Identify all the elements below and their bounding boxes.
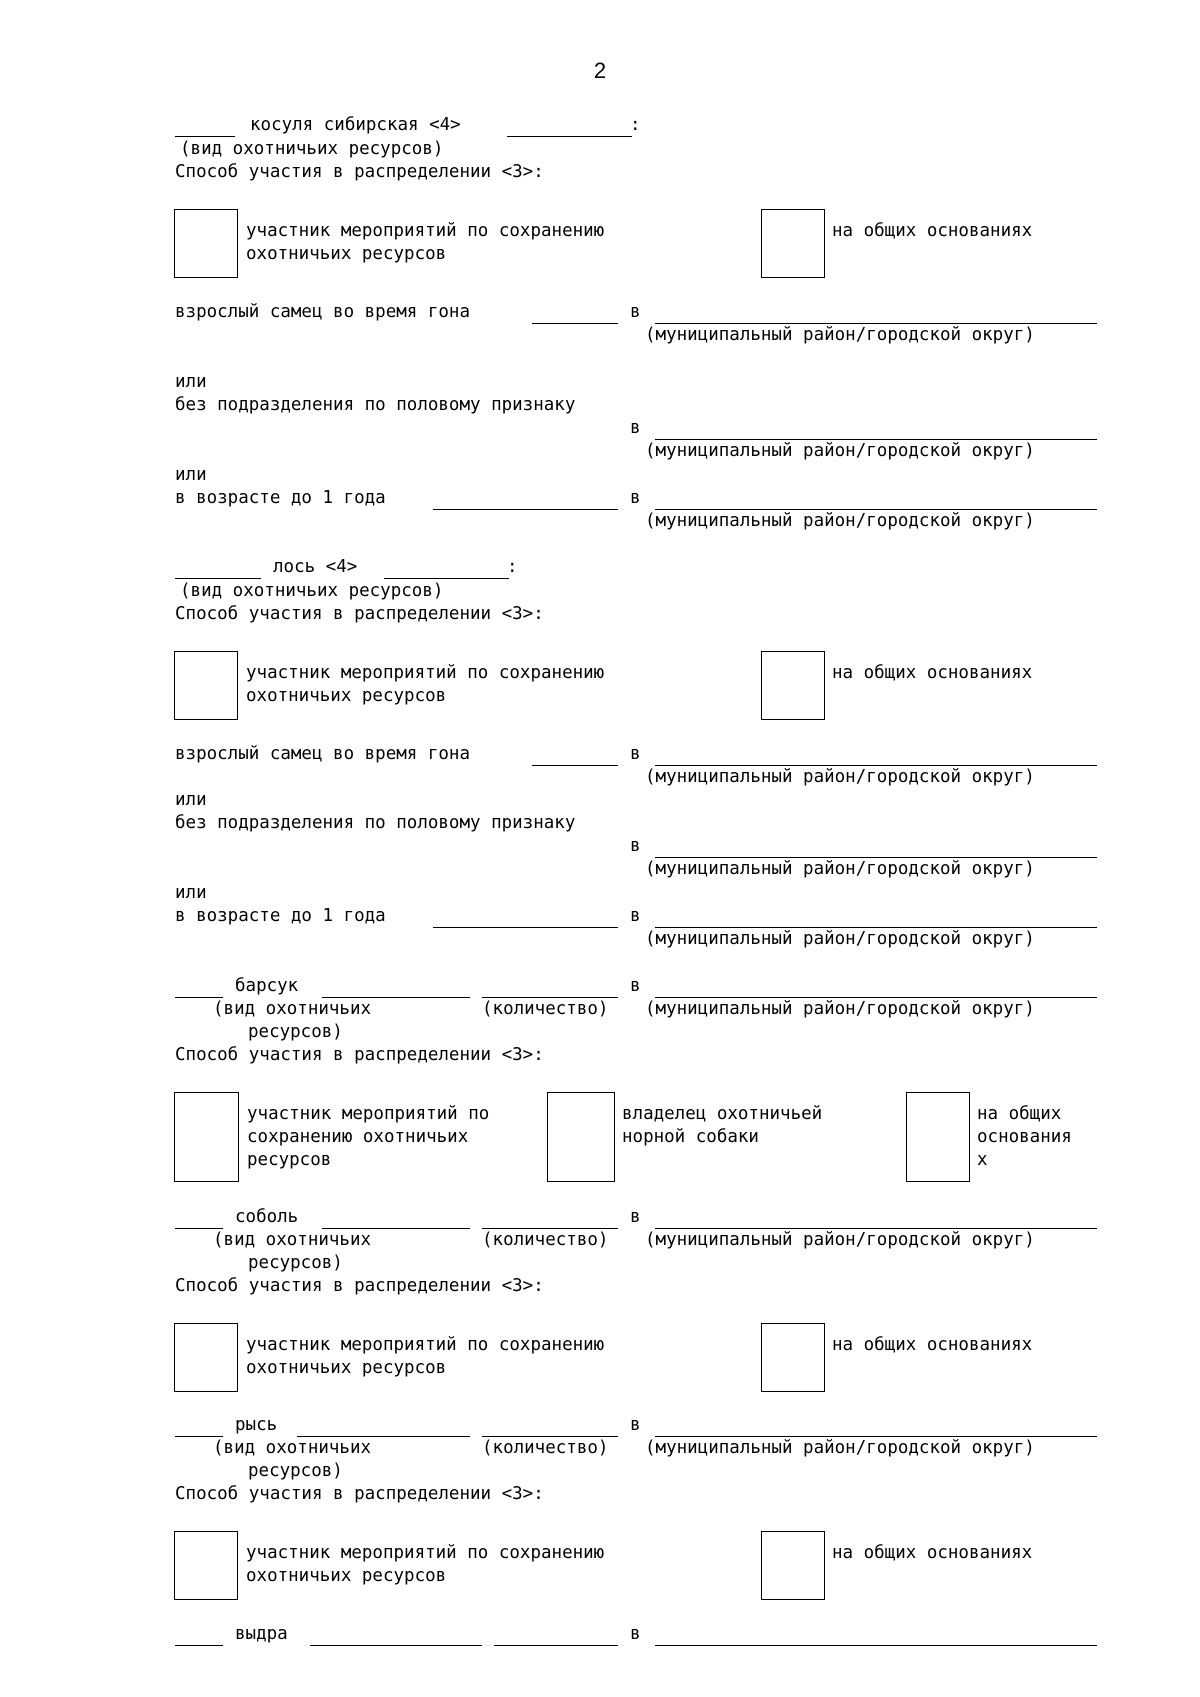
caption-municipal: (муниципальный район/городской округ): [645, 999, 1035, 1019]
option-member: участник мероприятий по сохранению: [246, 1543, 605, 1563]
checkbox-member[interactable]: [174, 1092, 239, 1182]
option-member: участник мероприятий по: [247, 1104, 490, 1124]
option-member: сохранению охотничьих: [247, 1127, 469, 1147]
caption-municipal: (муниципальный район/городской округ): [645, 325, 1035, 345]
option-member: участник мероприятий по сохранению: [246, 663, 605, 683]
blank-line[interactable]: [384, 578, 509, 579]
caption-quantity: (количество): [482, 999, 609, 1019]
method-heading: Способ участия в распределении <3>:: [175, 162, 544, 182]
option-general: на общих основаниях: [832, 221, 1033, 241]
checkbox-general[interactable]: [761, 651, 825, 720]
option-member: участник мероприятий по сохранению: [246, 221, 605, 241]
label-v: в: [630, 906, 641, 926]
label-no-sex: без подразделения по половому признаку: [175, 813, 576, 833]
option-member: охотничьих ресурсов: [246, 1566, 447, 1586]
species-vydra: выдра: [235, 1624, 288, 1644]
label-young: в возрасте до 1 года: [175, 488, 386, 508]
checkbox-general[interactable]: [761, 1531, 825, 1600]
option-dog-owner: владелец охотничьей: [622, 1104, 823, 1124]
caption-vid: ресурсов): [248, 1253, 343, 1273]
caption-vid: (вид охотничьих ресурсов): [180, 581, 444, 601]
blank-line[interactable]: [433, 927, 618, 928]
caption-municipal: (муниципальный район/городской округ): [645, 767, 1035, 787]
caption-municipal: (муниципальный район/городской округ): [645, 929, 1035, 949]
label-or: или: [175, 465, 207, 485]
species-kosulya: косуля сибирская <4>: [250, 115, 461, 135]
checkbox-member[interactable]: [174, 209, 238, 278]
label-v: в: [630, 302, 641, 322]
colon: :: [507, 557, 518, 577]
label-v: в: [630, 976, 641, 996]
label-no-sex: без подразделения по половому признаку: [175, 395, 576, 415]
label-adult-male: взрослый самец во время гона: [175, 744, 471, 764]
caption-vid: (вид охотничьих: [213, 1438, 372, 1458]
blank-line[interactable]: [175, 1645, 223, 1646]
species-rys: рысь: [235, 1415, 278, 1435]
checkbox-general[interactable]: [761, 1323, 825, 1392]
caption-vid: (вид охотничьих: [213, 999, 372, 1019]
blank-line[interactable]: [433, 509, 618, 510]
option-general: х: [977, 1150, 988, 1170]
checkbox-general[interactable]: [906, 1092, 970, 1182]
page-number: 2: [593, 58, 607, 83]
option-general: на общих: [977, 1104, 1062, 1124]
option-general: основания: [977, 1127, 1072, 1147]
caption-municipal: (муниципальный район/городской округ): [645, 1230, 1035, 1250]
method-heading: Способ участия в распределении <3>:: [175, 1045, 544, 1065]
blank-line[interactable]: [655, 1645, 1097, 1646]
caption-municipal: (муниципальный район/городской округ): [645, 1438, 1035, 1458]
colon: :: [630, 115, 641, 135]
species-los: лось <4>: [273, 557, 358, 577]
label-young: в возрасте до 1 года: [175, 906, 386, 926]
label-v: в: [630, 418, 641, 438]
label-v: в: [630, 836, 641, 856]
checkbox-general[interactable]: [761, 209, 825, 278]
blank-line[interactable]: [310, 1645, 482, 1646]
label-or: или: [175, 372, 207, 392]
species-barsuk: барсук: [235, 976, 299, 996]
method-heading: Способ участия в распределении <3>:: [175, 1276, 544, 1296]
checkbox-dog-owner[interactable]: [547, 1092, 615, 1182]
option-general: на общих основаниях: [832, 663, 1033, 683]
caption-municipal: (муниципальный район/городской округ): [645, 441, 1035, 461]
blank-line[interactable]: [494, 1645, 618, 1646]
blank-line[interactable]: [507, 136, 632, 137]
label-v: в: [630, 744, 641, 764]
caption-vid: (вид охотничьих: [213, 1230, 372, 1250]
caption-vid: ресурсов): [248, 1022, 343, 1042]
label-v: в: [630, 1207, 641, 1227]
checkbox-member[interactable]: [174, 651, 238, 720]
method-heading: Способ участия в распределении <3>:: [175, 1484, 544, 1504]
label-adult-male: взрослый самец во время гона: [175, 302, 471, 322]
blank-line[interactable]: [175, 136, 235, 137]
method-heading: Способ участия в распределении <3>:: [175, 604, 544, 624]
blank-line[interactable]: [532, 323, 618, 324]
caption-quantity: (количество): [482, 1438, 609, 1458]
label-v: в: [630, 1624, 641, 1644]
label-or: или: [175, 790, 207, 810]
caption-vid: ресурсов): [248, 1461, 343, 1481]
option-member: охотничьих ресурсов: [246, 244, 447, 264]
label-v: в: [630, 1415, 641, 1435]
option-general: на общих основаниях: [832, 1543, 1033, 1563]
checkbox-member[interactable]: [174, 1531, 238, 1600]
label-v: в: [630, 488, 641, 508]
label-or: или: [175, 883, 207, 903]
caption-quantity: (количество): [482, 1230, 609, 1250]
option-member: охотничьих ресурсов: [246, 1358, 447, 1378]
blank-line[interactable]: [175, 578, 261, 579]
caption-municipal: (муниципальный район/городской округ): [645, 511, 1035, 531]
blank-line[interactable]: [532, 765, 618, 766]
option-dog-owner: норной собаки: [622, 1127, 759, 1147]
caption-vid: (вид охотничьих ресурсов): [180, 139, 444, 159]
option-member: участник мероприятий по сохранению: [246, 1335, 605, 1355]
option-member: ресурсов: [247, 1150, 332, 1170]
checkbox-member[interactable]: [174, 1323, 238, 1392]
species-sobol: соболь: [235, 1207, 299, 1227]
caption-municipal: (муниципальный район/городской округ): [645, 859, 1035, 879]
option-member: охотничьих ресурсов: [246, 686, 447, 706]
option-general: на общих основаниях: [832, 1335, 1033, 1355]
